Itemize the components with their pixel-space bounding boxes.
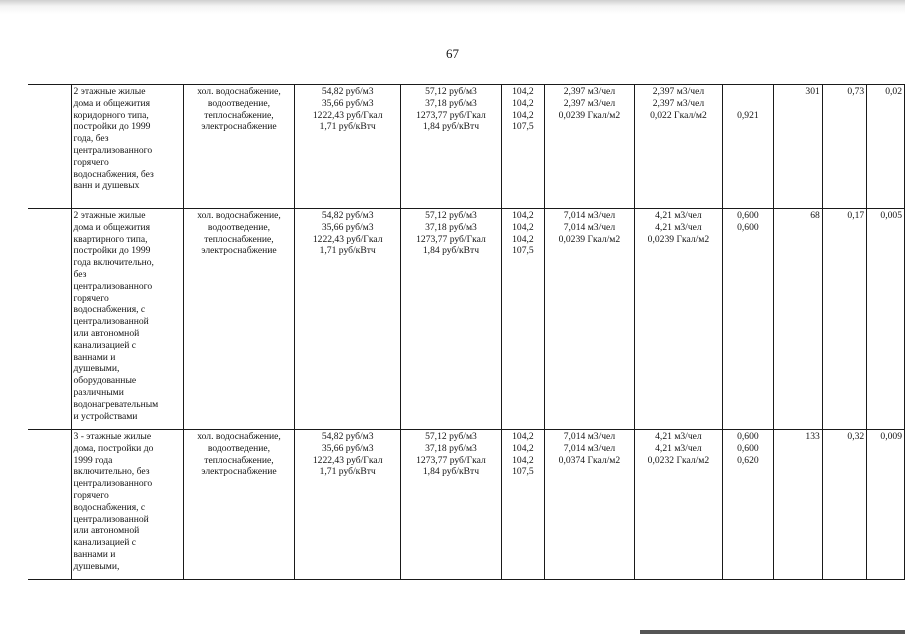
tariff-table xyxy=(28,84,905,580)
tariff-current-cell: 54,82 руб/м3 35,66 руб/м3 1222,43 руб/Гкал 1,71 руб/кВтч xyxy=(295,85,401,209)
coefficient-cell: 0,600 0,600 0,620 xyxy=(723,430,773,580)
table-row xyxy=(28,209,905,430)
tariff-new-cell: 57,12 руб/м3 37,18 руб/м3 1273,77 руб/Гкал 1,84 руб/кВтч xyxy=(401,209,501,430)
value-cell-1: 133 xyxy=(773,430,822,580)
housing-type-cell: 2 этажные жилые дома и общежития коридорного типа, постройки до 1999 года, без централизованного горячего водоснабжения, без ванн и душевых xyxy=(71,85,183,209)
row-gutter-cell xyxy=(28,85,71,209)
norm-new-cell: 4,21 м3/чел 4,21 м3/чел 0,0239 Гкал/м2 xyxy=(634,209,723,430)
scan-bottom-edge xyxy=(640,630,905,634)
table-row xyxy=(28,85,905,209)
value-cell-3: 0,02 xyxy=(867,85,905,209)
table-row xyxy=(28,430,905,580)
norm-current-cell: 2,397 м3/чел 2,397 м3/чел 0,0239 Гкал/м2 xyxy=(545,85,635,209)
value-cell-2: 0,32 xyxy=(822,430,866,580)
page-number: 67 xyxy=(446,46,459,61)
tariff-current-cell: 54,82 руб/м3 35,66 руб/м3 1222,43 руб/Гкал 1,71 руб/кВтч xyxy=(295,430,401,580)
services-cell: хол. водоснабжение, водоотведение, теплоснабжение, электроснабжение xyxy=(183,85,294,209)
value-cell-2: 0,73 xyxy=(822,85,866,209)
tariff-new-cell: 57,12 руб/м3 37,18 руб/м3 1273,77 руб/Гкал 1,84 руб/кВтч xyxy=(401,430,501,580)
value-cell-1: 301 xyxy=(773,85,822,209)
tariff-new-cell: 57,12 руб/м3 37,18 руб/м3 1273,77 руб/Гкал 1,84 руб/кВтч xyxy=(401,85,501,209)
housing-type-cell: 2 этажные жилые дома и общежития квартирного типа, постройки до 1999 года включительно, без централизованного горячего водоснабжения, с централизованной или автономной канализацией с ваннами и душевыми, оборудованные различными водонагревательным и устройствами xyxy=(71,209,183,430)
norm-new-cell: 4,21 м3/чел 4,21 м3/чел 0,0232 Гкал/м2 xyxy=(634,430,723,580)
norm-current-cell: 7,014 м3/чел 7,014 м3/чел 0,0239 Гкал/м2 xyxy=(545,209,635,430)
index-cell: 104,2 104,2 104,2 107,5 xyxy=(501,85,545,209)
norm-current-cell: 7,014 м3/чел 7,014 м3/чел 0,0374 Гкал/м2 xyxy=(545,430,635,580)
services-cell: хол. водоснабжение, водоотведение, теплоснабжение, электроснабжение xyxy=(183,430,294,580)
housing-type-cell: 3 - этажные жилые дома, постройки до 1999 года включительно, без централизованного горячего водоснабжения, с централизованной или автономной канализацией с ваннами и душевыми, xyxy=(71,430,183,580)
value-cell-1: 68 xyxy=(773,209,822,430)
row-gutter-cell xyxy=(28,430,71,580)
value-cell-3: 0,005 xyxy=(867,209,905,430)
tariff-current-cell: 54,82 руб/м3 35,66 руб/м3 1222,43 руб/Гкал 1,71 руб/кВтч xyxy=(295,209,401,430)
norm-new-cell: 2,397 м3/чел 2,397 м3/чел 0,022 Гкал/м2 xyxy=(634,85,723,209)
scan-top-edge xyxy=(0,0,905,14)
value-cell-3: 0,009 xyxy=(867,430,905,580)
coefficient-cell: 0,921 xyxy=(723,85,773,209)
coefficient-cell: 0,600 0,600 xyxy=(723,209,773,430)
services-cell: хол. водоснабжение, водоотведение, теплоснабжение, электроснабжение xyxy=(183,209,294,430)
value-cell-2: 0,17 xyxy=(822,209,866,430)
index-cell: 104,2 104,2 104,2 107,5 xyxy=(501,430,545,580)
row-gutter-cell xyxy=(28,209,71,430)
index-cell: 104,2 104,2 104,2 107,5 xyxy=(501,209,545,430)
